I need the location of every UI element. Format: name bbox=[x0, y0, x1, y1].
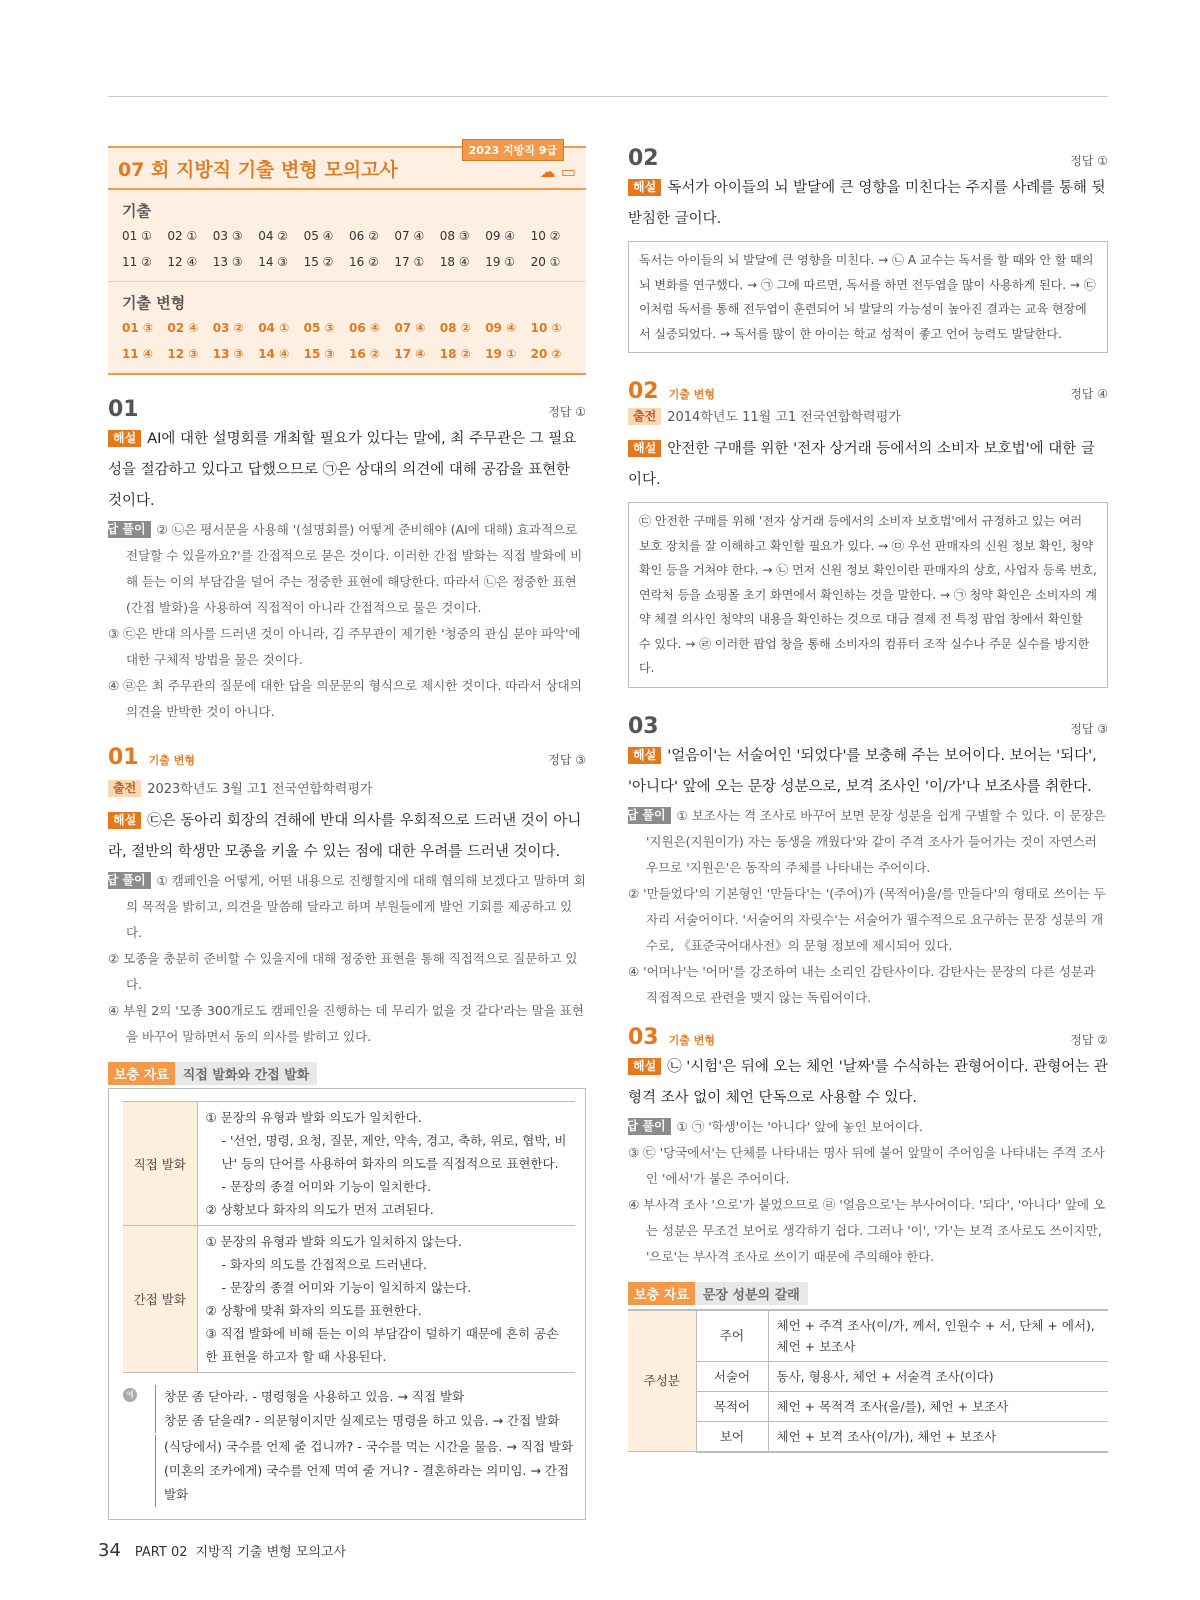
answer-cell: 17 ④ bbox=[394, 347, 426, 361]
page-number: 34 bbox=[98, 1540, 121, 1561]
answer-cell: 02 ① bbox=[167, 229, 198, 243]
answer-cell: 05 ④ bbox=[303, 229, 334, 243]
wrong-text: ① ㉠ '학생'이는 '아니다' 앞에 놓인 보어이다. bbox=[676, 1118, 923, 1134]
answer-label: 정답 ④ bbox=[1070, 387, 1108, 401]
answer-cell: 12 ④ bbox=[167, 255, 198, 269]
exam-badge: 2023 지방직 9급 bbox=[462, 139, 564, 161]
wrong-text: ② ㉡은 평서문을 사용해 '(설명회를) 어떻게 준비해야 (AI에 대해) 효과적으로 전달할 수 있을까요?'를 간접적으로 묻은 것이다. 이러한 간접 발화는 직접 발화에 비해 듣는 이의 부담감을 덜어 주는 정중한 표현에 해당한다. 따라서 ㉡은 정중한 표현(간접 발화)을 사용하여 직접적이 아니라 간접적으로 물은 것이다. bbox=[126, 522, 583, 615]
answer-label: 정답 ③ bbox=[548, 753, 586, 767]
variant-label: 기출 변형 bbox=[668, 1033, 715, 1047]
explanation bbox=[628, 741, 1108, 803]
example-group bbox=[155, 1435, 575, 1507]
wrong-text: ① 보조사는 격 조사로 바꾸어 보면 문장 성분을 쉽게 구별할 수 있다. 이 문장은 '지원은(지원이가) 자는 동생을 깨웠다'와 같이 주격 조사가 들어가는 것이 자연스러우므로 '지원은'은 동작의 주체를 나타내는 주어이다. bbox=[646, 807, 1106, 875]
answer-cell: 13 ③ bbox=[212, 347, 244, 361]
section-label: 기출 bbox=[122, 202, 151, 220]
question-number: 01 bbox=[108, 745, 139, 770]
supplement-tag: 보충 자료 bbox=[628, 1282, 695, 1305]
table-row bbox=[628, 1391, 1108, 1421]
answer-cell: 15 ③ bbox=[303, 347, 335, 361]
answer-section-variant bbox=[108, 281, 586, 373]
supplement-title: 문장 성분의 갈래 bbox=[695, 1282, 808, 1305]
row-header: 직접 발화 bbox=[123, 1102, 197, 1226]
wrong-note bbox=[615, 803, 1108, 881]
component-desc: 체언 + 보격 조사(이/가), 체언 + 보조사 bbox=[768, 1421, 1108, 1452]
wrong-note: ④ '어머나'는 '어머'를 강조하여 내는 소리인 감탄사이다. 감탄사는 문장의 다른 성분과 직접적으로 관련을 맺지 않는 독립어이다. bbox=[628, 963, 1096, 1005]
component-name: 목적어 bbox=[696, 1391, 768, 1421]
answer-box bbox=[108, 146, 586, 375]
wrong-tag: 오답 풀이 bbox=[628, 1118, 671, 1135]
explain-text: ㉢은 동아리 회장의 견해에 반대 의사를 우회적으로 드러낸 것이 아니라, 절반의 학생만 모종을 키울 수 있는 점에 대한 우려를 드러낸 것이다. bbox=[108, 813, 582, 860]
footer-title: 지방직 기출 변형 모의고사 bbox=[195, 1545, 347, 1560]
table-line: ① 문장의 유형과 발화 의도가 일치한다. bbox=[205, 1110, 422, 1125]
answer-cell: 05 ③ bbox=[303, 321, 335, 335]
wrong-note: ④ 부사격 조사 '으로'가 붙었으므로 ㉣ '얼음으로'는 부사어이다. '되다', '아니다' 앞에 오는 성분은 무조건 보어로 생각하기 쉽다. 그러나 '이', '가'는 보격 조사로도 쓰이지만, '으로'는 부사격 조사로 쓰이기 때문에 주의해야 한다. bbox=[628, 1196, 1106, 1264]
question-number: 03 bbox=[628, 1024, 659, 1050]
row-header: 간접 발화 bbox=[123, 1226, 197, 1373]
passage-box: 독서는 아이들의 뇌 발달에 큰 영향을 미친다. → ㉡ A 교수는 독서를 할 때와 안 할 때의 뇌 변화를 연구했다. → ㉠ 그에 따르면, 독서를 하면 전두엽을 많이 사용하게 된다. → ㉢ 이처럼 독서를 통해 전두엽이 훈련되어 뇌 발달의 가능성이 높아진 결과는 교육 현장에서 실증되었다. → 독서를 많이 한 아이는 학교 성적이 좋고 언어 능력도 발달한다. bbox=[628, 241, 1108, 353]
answer-cell: 16 ② bbox=[349, 347, 381, 361]
answer-cell: 04 ② bbox=[258, 229, 289, 243]
table-row bbox=[628, 1310, 1108, 1362]
answer-cell: 14 ③ bbox=[258, 255, 289, 269]
table-line: - '선언, 명령, 요청, 질문, 제안, 약속, 경고, 축하, 위로, 협박, 비난' 등의 단어를 사용하여 화자의 의도를 직접적으로 표현한다. bbox=[221, 1133, 567, 1171]
question-header bbox=[628, 146, 1108, 171]
question-number: 02 bbox=[628, 146, 659, 171]
explanation bbox=[628, 434, 1108, 496]
explain-text: '얼음이'는 서술어인 '되었다'를 보충해 주는 보어이다. 보어는 '되다', '아니다' 앞에 오는 문장 성분으로, 보격 조사인 '이/가'나 보조사를 취한다. bbox=[628, 747, 1097, 795]
supplement-tag: 보충 자료 bbox=[108, 1062, 175, 1085]
wrong-note bbox=[95, 868, 586, 946]
explain-text: ㉡ '시험'은 뒤에 오는 체언 '날짜'를 수식하는 관형어이다. 관형어는 관형격 조사 없이 체언 단독으로 사용할 수 있다. bbox=[628, 1058, 1108, 1106]
question-number: 02 bbox=[628, 379, 659, 404]
right-column bbox=[615, 146, 1108, 1453]
row-body bbox=[197, 1226, 575, 1373]
answer-cell: 01 ① bbox=[122, 229, 152, 243]
explain-tag: 해설 bbox=[628, 747, 661, 764]
component-name: 서술어 bbox=[696, 1361, 768, 1391]
answer-cell: 16 ② bbox=[349, 255, 379, 269]
supplement-header bbox=[628, 1282, 1108, 1305]
answer-cell: 13 ③ bbox=[212, 255, 243, 269]
question-header bbox=[108, 745, 586, 770]
answer-cell: 19 ① bbox=[485, 347, 517, 361]
answer-label: 정답 ① bbox=[1070, 154, 1108, 168]
table-line: ② 상황에 맞춰 화자의 의도를 표현한다. bbox=[205, 1303, 422, 1318]
row-body bbox=[197, 1102, 575, 1226]
answer-cell: 18 ④ bbox=[439, 255, 470, 269]
explain-text: 안전한 구매를 위한 '전자 상거래 등에서의 소비자 보호법'에 대한 글이다. bbox=[628, 441, 1095, 488]
answer-cell: 11 ④ bbox=[122, 347, 154, 361]
question-header bbox=[628, 1025, 1108, 1050]
answer-grid bbox=[122, 229, 576, 269]
table-row bbox=[123, 1102, 575, 1226]
group-cell: 주성분 bbox=[628, 1310, 696, 1452]
explanation bbox=[108, 806, 586, 868]
wrong-note: ④ ㉣은 최 주무관의 질문에 대한 답을 의문문의 형식으로 제시한 것이다. 따라서 상대의 의견을 반박한 것이 아니다. bbox=[108, 678, 582, 719]
wrong-note: ④ 부원 2의 '모종 300개로도 캠페인을 진행하는 데 무리가 없을 것 같다'라는 말을 표현을 바꾸어 말하면서 동의 의사를 밝히고 있다. bbox=[108, 1003, 584, 1044]
answer-cell: 03 ② bbox=[212, 321, 244, 335]
explain-text: 독서가 아이들의 뇌 발달에 큰 영향을 미친다는 주지를 사례를 통해 뒷받침한 글이다. bbox=[628, 180, 1106, 227]
answer-cell: 14 ④ bbox=[258, 347, 290, 361]
answer-section-original bbox=[108, 190, 586, 281]
question-number: 01 bbox=[108, 397, 139, 422]
supplement-header bbox=[108, 1062, 586, 1085]
left-column bbox=[95, 144, 586, 1520]
answer-cell: 12 ③ bbox=[167, 347, 199, 361]
answer-cell: 17 ① bbox=[394, 255, 425, 269]
source-line bbox=[628, 404, 1108, 432]
example-line: 창문 좀 닫아라. - 명령형을 사용하고 있음. → 직접 발화 bbox=[164, 1389, 465, 1404]
answer-cell: 20 ② bbox=[530, 347, 562, 361]
answer-box-header bbox=[108, 144, 586, 190]
explain-tag: 해설 bbox=[108, 430, 141, 447]
answer-cell: 02 ④ bbox=[167, 321, 199, 335]
wrong-tag: 오답 풀이 bbox=[108, 521, 151, 538]
page-footer bbox=[98, 1540, 346, 1561]
answer-box-title: 07 회 지방직 기출 변형 모의고사 bbox=[118, 159, 398, 181]
answer-cell: 15 ② bbox=[303, 255, 334, 269]
answer-cell: 10 ① bbox=[530, 321, 562, 335]
answer-label: 정답 ③ bbox=[1070, 721, 1108, 736]
answer-cell: 20 ① bbox=[530, 255, 561, 269]
table-line: ③ 직접 발화에 비해 듣는 이의 부담감이 덜하기 때문에 흔히 공손한 표현을 하고자 할 때 사용된다. bbox=[205, 1326, 559, 1364]
wrong-note: ② 모종을 충분히 준비할 수 있을지에 대해 정중한 표현을 통해 직접적으로 질문하고 있다. bbox=[108, 951, 578, 992]
wrong-note: ③ ㉢은 반대 의사를 드러낸 것이 아니라, 김 주무관이 제기한 '청중의 관심 분야 파악'에 대한 구체적 방법을 물은 것이다. bbox=[108, 626, 581, 667]
source-tag: 출전 bbox=[108, 780, 141, 797]
table-row bbox=[628, 1361, 1108, 1391]
supplement-title: 직접 발화와 간접 발화 bbox=[175, 1062, 318, 1085]
wrong-note bbox=[615, 1114, 1108, 1140]
explain-text: AI에 대한 설명회를 개최할 필요가 있다는 말에, 최 주무관은 그 필요성을 절감하고 있다고 답했으므로 ㉠은 상대의 의견에 대해 공감을 표현한 것이다. bbox=[108, 431, 577, 509]
explanation bbox=[108, 424, 586, 517]
question-header bbox=[628, 714, 1108, 739]
wrong-note: ③ ㉢ '당국에서'는 단체를 나타내는 명사 뒤에 붙어 앞말이 주어임을 나타내는 주격 조사인 '에서'가 붙은 주어이다. bbox=[628, 1144, 1105, 1186]
answer-cell: 08 ③ bbox=[439, 229, 470, 243]
source-tag: 출전 bbox=[628, 408, 661, 425]
source-text: 2023학년도 3월 고1 전국연합학력평가 bbox=[147, 782, 373, 797]
explain-tag: 해설 bbox=[108, 812, 141, 829]
answer-cell: 09 ④ bbox=[485, 321, 517, 335]
explain-tag: 해설 bbox=[628, 1058, 661, 1075]
component-name: 보어 bbox=[696, 1421, 768, 1452]
answer-cell: 06 ② bbox=[349, 229, 379, 243]
component-desc: 체언 + 주격 조사(이/가, 께서, 인원수 + 서, 단체 + 에서), 체언 + 보조사 bbox=[768, 1310, 1108, 1362]
answer-cell: 03 ③ bbox=[212, 229, 243, 243]
table-line: ② 상황보다 화자의 의도가 먼저 고려된다. bbox=[205, 1202, 434, 1217]
table-line: - 문장의 종결 어미와 기능이 일치하지 않는다. bbox=[221, 1280, 472, 1295]
table-row bbox=[123, 1226, 575, 1373]
table-row bbox=[628, 1421, 1108, 1452]
question-number: 03 bbox=[628, 713, 659, 739]
question-header bbox=[628, 379, 1108, 404]
supplement-box bbox=[108, 1088, 586, 1520]
answer-cell: 18 ② bbox=[439, 347, 471, 361]
question-header bbox=[108, 397, 586, 422]
speech-table bbox=[123, 1101, 575, 1373]
part-label: PART 02 bbox=[134, 1545, 188, 1560]
table-line: - 문장의 종결 어미와 기능이 일치한다. bbox=[221, 1179, 431, 1194]
answer-cell: 19 ① bbox=[485, 255, 516, 269]
passage-box: ㉢ 안전한 구매를 위해 '전자 상거래 등에서의 소비자 보호법'에서 규정하고 있는 여러 보호 장치를 잘 이해하고 확인할 필요가 있다. → ㉤ 우선 판매자의 신원 정보 확인, 청약 확인 등을 거쳐야 한다. → ㉡ 먼저 신원 정보 확인이란 판매자의 상호, 사업자 등록 번호, 연락처 등을 쇼핑몰 초기 화면에서 확인하는 것을 말한다. → ㉠ 청약 확인은 소비자의 계약 체결 의사인 청약의 내용을 확인하는 것으로 대금 결제 전 특정 팝업 창에서 확인할 수 있다. → ㉣ 이러한 팝업 창을 통해 소비자의 컴퓨터 조작 실수나 주문 실수를 방지한다. bbox=[628, 502, 1108, 688]
top-rule bbox=[108, 96, 1108, 97]
table-line: ① 문장의 유형과 발화 의도가 일치하지 않는다. bbox=[205, 1234, 462, 1249]
wrong-text: ① 캠페인을 어떻게, 어떤 내용으로 진행할지에 대해 협의해 보겠다고 말하며 회의 목적을 밝히고, 의견을 말씀해 달라고 하며 부원들에게 발언 기회를 제공하고 있다. bbox=[126, 873, 586, 940]
answer-cell: 10 ② bbox=[530, 229, 561, 243]
example-line: (미혼의 조카에게) 국수를 언제 먹여 줄 거니? - 결혼하라는 의미임. → 간접 발화 bbox=[164, 1463, 570, 1502]
example-line: 창문 좀 닫을래? - 의문형이지만 실제로는 명령을 하고 있음. → 간접 발화 bbox=[164, 1413, 560, 1428]
answer-cell: 07 ④ bbox=[394, 229, 425, 243]
component-desc: 동사, 형용사, 체언 + 서술격 조사(이다) bbox=[768, 1361, 1108, 1391]
variant-label: 기출 변형 bbox=[668, 388, 715, 401]
answer-cell: 09 ④ bbox=[485, 229, 516, 243]
sentence-component-table bbox=[628, 1309, 1108, 1453]
explanation bbox=[628, 1052, 1108, 1114]
example-icon: 예 bbox=[123, 1388, 137, 1402]
answer-label: 정답 ① bbox=[548, 405, 586, 419]
example-block bbox=[123, 1385, 575, 1507]
answer-cell: 01 ③ bbox=[122, 321, 154, 335]
answer-grid bbox=[122, 321, 576, 361]
source-text: 2014학년도 11월 고1 전국연합학력평가 bbox=[667, 410, 901, 425]
component-name: 주어 bbox=[696, 1310, 768, 1362]
example-group bbox=[155, 1385, 575, 1433]
answer-cell: 07 ④ bbox=[394, 321, 426, 335]
table-line: - 화자의 의도를 간접적으로 드러낸다. bbox=[221, 1257, 428, 1272]
section-label: 기출 변형 bbox=[122, 294, 186, 312]
explain-tag: 해설 bbox=[628, 179, 661, 196]
explanation bbox=[628, 173, 1108, 235]
answer-cell: 04 ① bbox=[258, 321, 290, 335]
source-line bbox=[108, 776, 586, 804]
wrong-note: ② '만들었다'의 기본형인 '만들다'는 '(주어)가 (목적어)을/를 만들다'의 형태로 쓰이는 두 자리 서술어이다. '서술어의 자릿수'는 서술어가 필수적으로 요구하는 문장 성분의 개수로, 《표준국어대사전》의 문형 정보에 제시되어 있다. bbox=[628, 885, 1106, 953]
example-line: (식당에서) 국수를 언제 줄 겁니까? - 국수를 먹는 시간을 물음. → 직접 발화 bbox=[164, 1439, 574, 1454]
answer-cell: 11 ② bbox=[122, 255, 152, 269]
bus-icon: ☁ ▭ bbox=[539, 162, 576, 181]
answer-cell: 08 ② bbox=[439, 321, 471, 335]
variant-label: 기출 변형 bbox=[148, 754, 195, 767]
wrong-tag: 오답 풀이 bbox=[108, 872, 151, 889]
explain-tag: 해설 bbox=[628, 440, 661, 457]
answer-cell: 06 ④ bbox=[349, 321, 381, 335]
component-desc: 체언 + 목적격 조사(을/를), 체언 + 보조사 bbox=[768, 1391, 1108, 1421]
wrong-note bbox=[95, 517, 586, 621]
wrong-tag: 오답 풀이 bbox=[628, 807, 671, 824]
answer-label: 정답 ② bbox=[1070, 1032, 1108, 1047]
